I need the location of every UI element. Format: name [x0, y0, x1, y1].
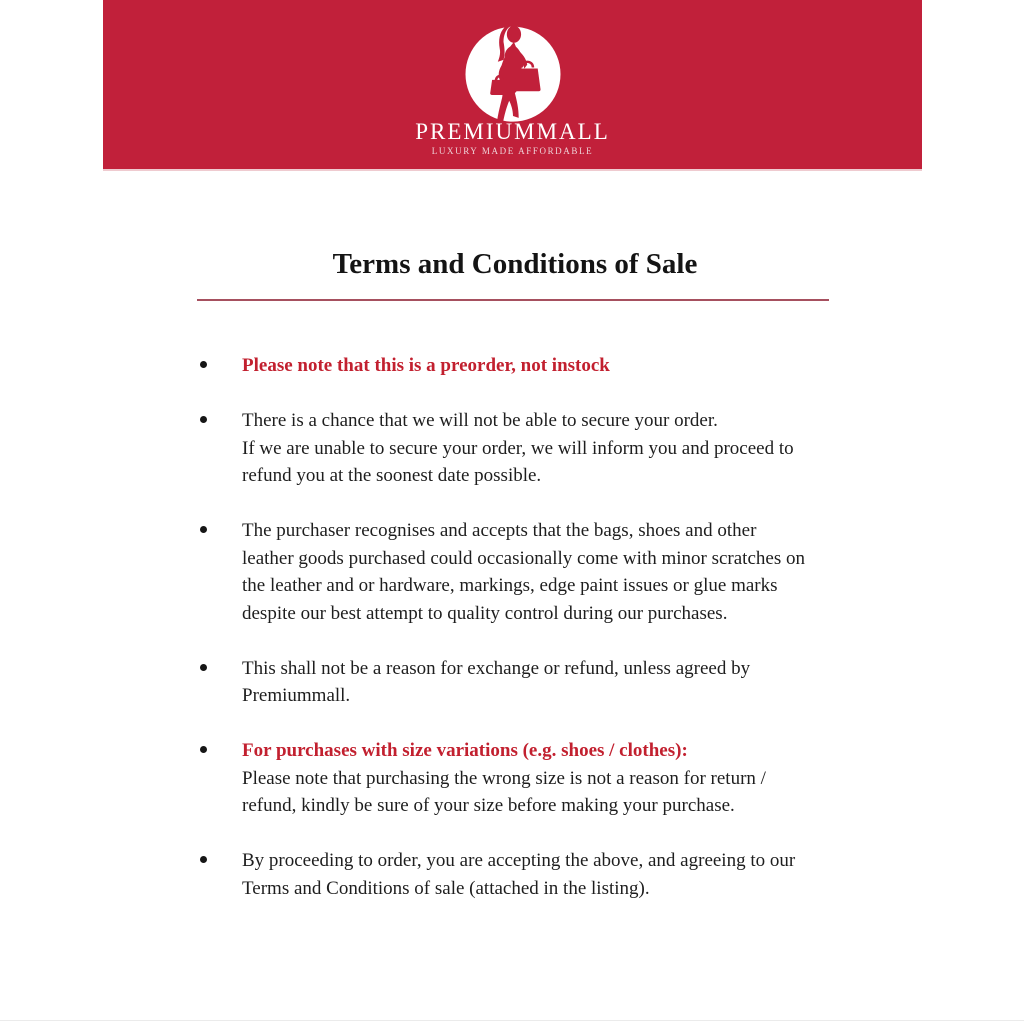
- term-emphasis: Please note that this is a preorder, not instock: [242, 355, 610, 376]
- title-divider: [197, 299, 829, 301]
- header-banner: [103, 0, 922, 169]
- term-line: leather goods purchased could occasionally come with minor scratches on: [242, 547, 805, 569]
- brand-tagline: LUXURY MADE AFFORDABLE: [431, 146, 594, 156]
- page-bottom-edge: [0, 1020, 1024, 1021]
- term-item: [198, 407, 858, 490]
- term-line: The purchaser recognises and accepts that the bags, shoes and other: [242, 520, 757, 541]
- term-line: Terms and Conditions of sale (attached in the listing).: [242, 877, 650, 899]
- terms-list: [198, 352, 858, 930]
- term-line: refund you at the soonest date possible.: [242, 465, 542, 486]
- term-item: [198, 847, 858, 902]
- term-line: refund, kindly be sure of your size before making your purchase.: [242, 795, 735, 816]
- term-emphasis: For purchases with size variations (e.g. shoes / clothes):: [242, 740, 688, 761]
- term-item: [198, 737, 858, 820]
- term-line: Please note that purchasing the wrong size is not a reason for return /: [242, 767, 766, 789]
- term-line: This shall not be a reason for exchange or refund, unless agreed by: [242, 657, 751, 679]
- term-line: If we are unable to secure your order, we will inform you and proceed to: [242, 437, 794, 459]
- brand-name: PREMIUMMALL: [415, 119, 610, 144]
- term-line: the leather and or hardware, markings, edge paint issues or glue marks: [242, 575, 778, 596]
- term-line: There is a chance that we will not be able to secure your order.: [242, 410, 718, 431]
- term-line: despite our best attempt to quality control during our purchases.: [242, 602, 728, 624]
- document-title: Terms and Conditions of Sale: [332, 248, 698, 280]
- term-item: [198, 352, 858, 380]
- term-line: By proceeding to order, you are accepting the above, and agreeing to our: [242, 850, 796, 871]
- term-item: [198, 517, 858, 627]
- term-item: [198, 655, 858, 710]
- term-line: Premiummall.: [242, 685, 351, 706]
